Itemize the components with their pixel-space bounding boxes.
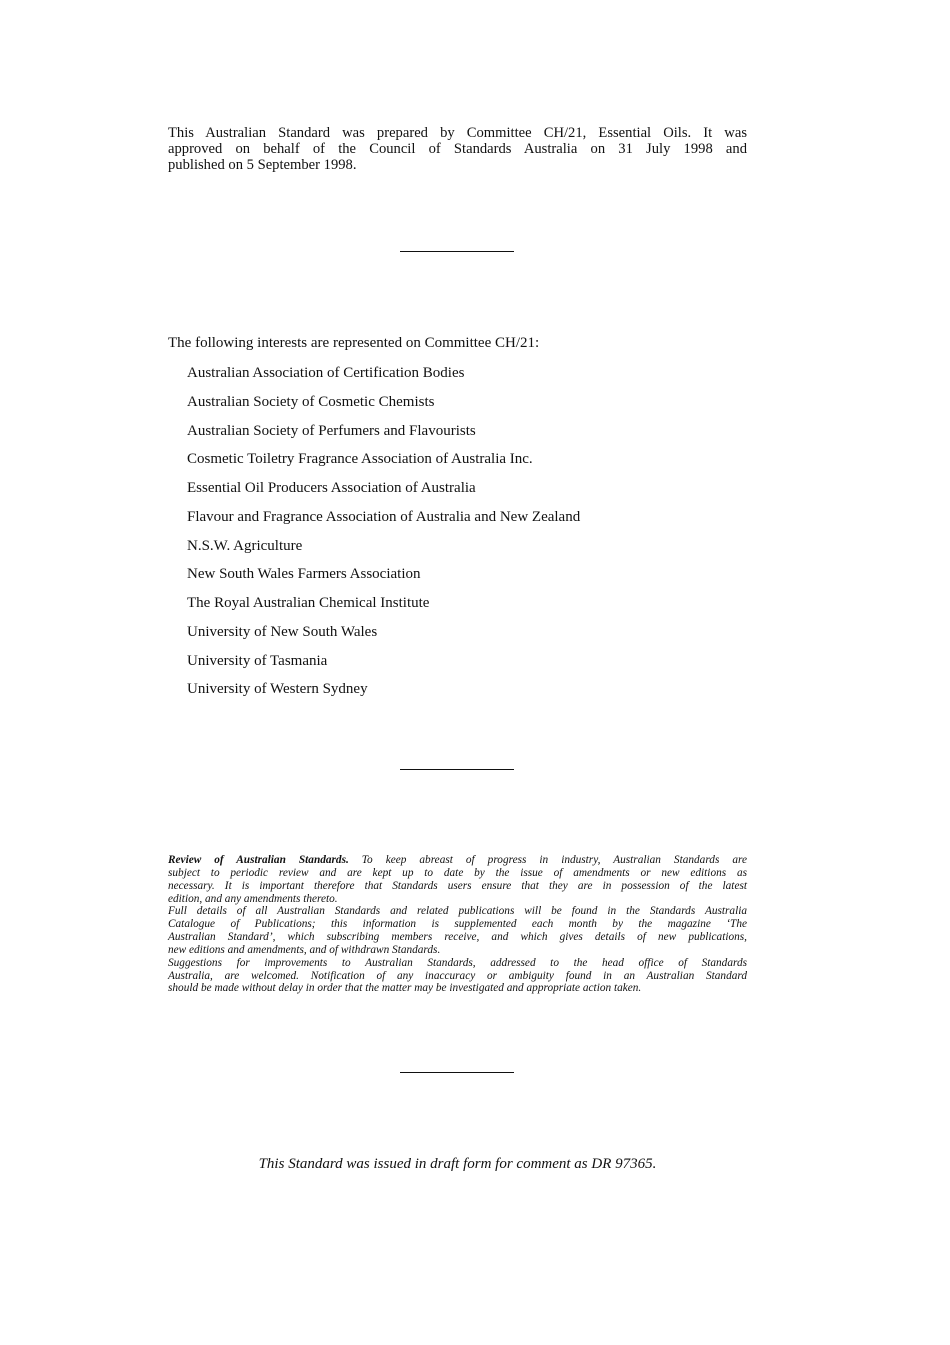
review-line: Catalogue of Publications; this information is supplemented each month by the magazine ‘The [168,918,747,931]
review-heading: Review of Australian Standards. [168,854,349,866]
list-item: Australian Society of Perfumers and Flavourists [187,422,476,439]
draft-note: This Standard was issued in draft form for comment as DR 97365. [258,1156,657,1172]
divider [400,1072,514,1073]
divider [400,251,514,252]
list-item: University of New South Wales [187,623,378,640]
review-line: necessary. It is important therefore that Standards users ensure that they are in possession of the latest [168,879,747,892]
review-line: should be made without delay in order that the matter may be investigated and appropriate action taken. [168,982,642,995]
list-item: New South Wales Farmers Association [187,566,421,583]
list-item: University of Tasmania [187,652,328,669]
review-line: Full details of all Australian Standards and related publications will be found in the Standards Australia [168,905,747,918]
intro-line: This Australian Standard was prepared by Committee CH/21, Essential Oils. It was [168,125,747,141]
list-item: Essential Oil Producers Association of Australia [187,480,476,496]
interests-heading: The following interests are represented on Committee CH/21: [168,335,540,351]
list-item: Australian Society of Cosmetic Chemists [187,393,435,410]
review-notice [168,854,747,995]
review-line: new editions and amendments, and of withdrawn Standards. [168,943,441,956]
list-item: Flavour and Fragrance Association of Australia and New Zealand [187,508,581,525]
list-item: The Royal Australian Chemical Institute [187,595,430,611]
interests-list [187,364,580,709]
review-line [168,854,747,867]
divider [400,769,514,770]
list-item: Australian Association of Certification Bodies [187,365,465,381]
list-item: N.S.W. Agriculture [187,537,303,554]
intro-line: published on 5 September 1998. [168,157,357,173]
review-line: subject to periodic review and are kept up to date by the issue of amendments or new editions as [168,866,747,879]
review-line: Australia, are welcomed. Notification of any inaccuracy or ambiguity found in an Australian Standard [168,969,747,982]
review-line: Suggestions for improvements to Australian Standards, addressed to the head office of Standards [168,956,747,969]
list-item: University of Western Sydney [187,681,368,698]
preparation-statement [168,125,747,173]
review-text: To keep abreast of progress in industry, Australian Standards are [348,854,747,866]
list-item: Cosmetic Toiletry Fragrance Association of Australia Inc. [187,451,533,468]
review-line: edition, and any amendments thereto. [168,892,338,905]
intro-line: approved on behalf of the Council of Standards Australia on 31 July 1998 and [168,141,747,157]
review-line: Australian Standard’, which subscribing members receive, and which gives details of new publications, [168,931,747,944]
